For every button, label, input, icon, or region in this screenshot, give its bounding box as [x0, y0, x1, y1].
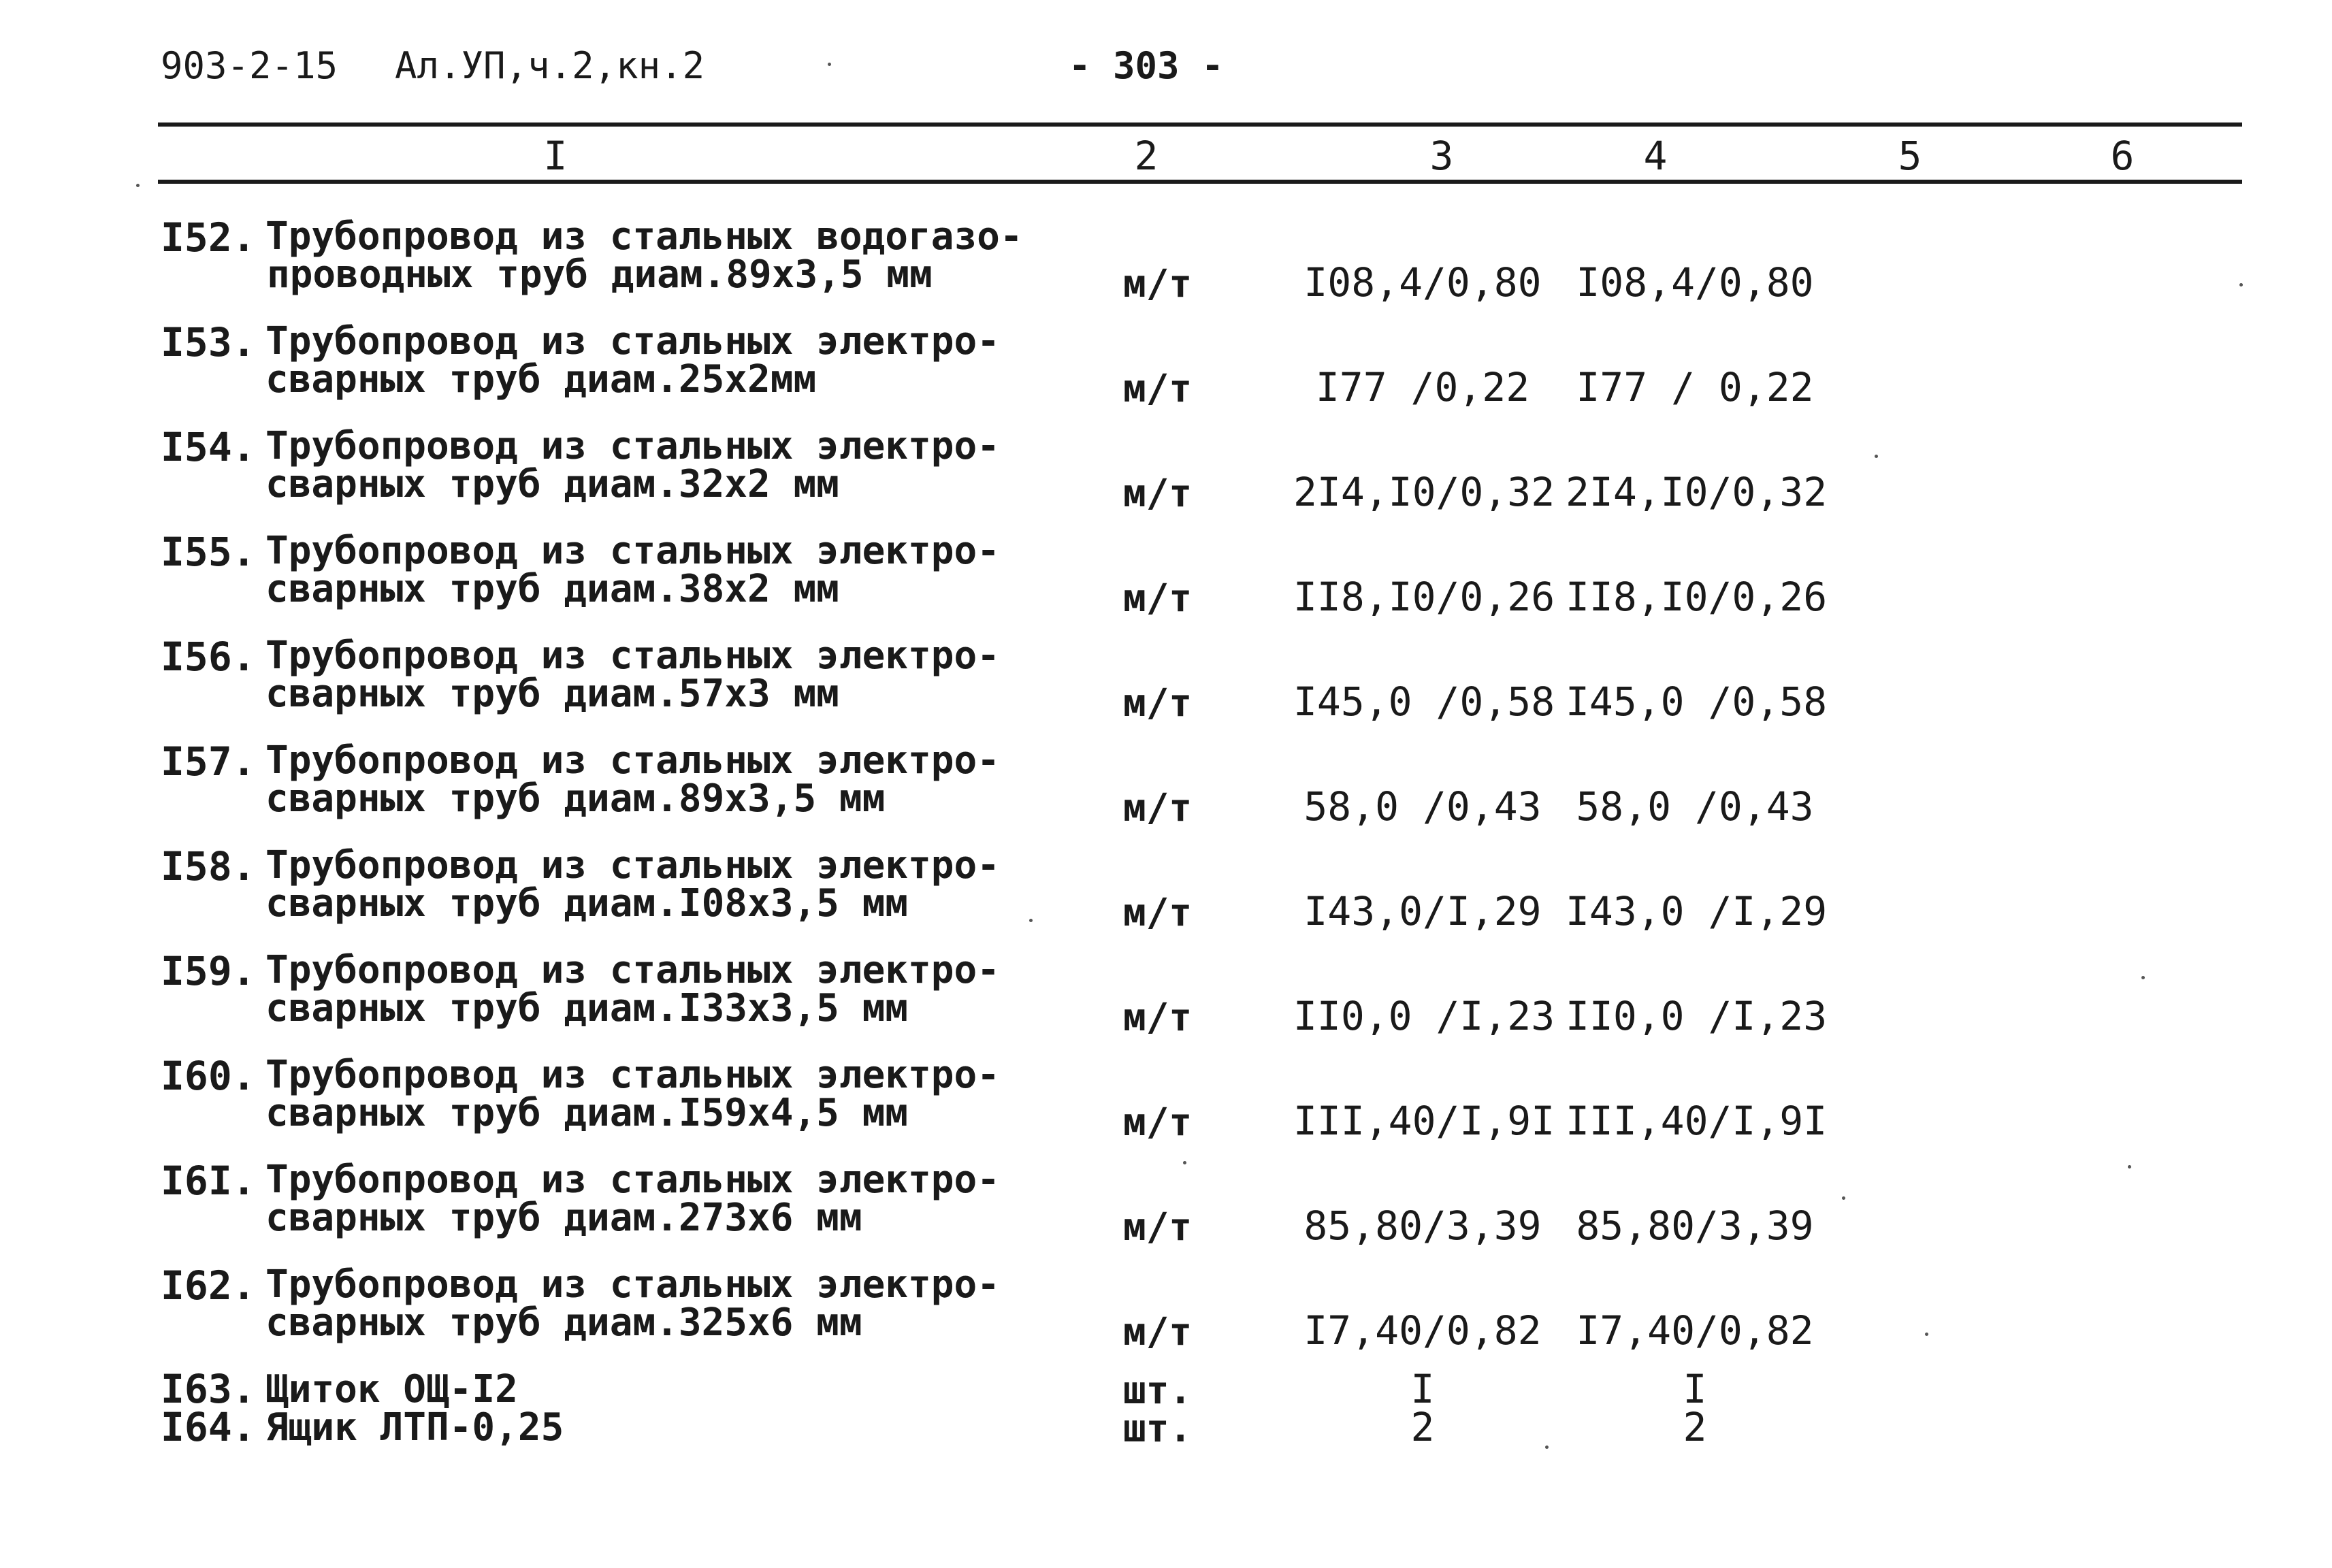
column-4-value: I	[1683, 1366, 1707, 1412]
column-4-value: 85,80/3,39	[1576, 1203, 1814, 1249]
column-4-value: 2I4,I0/0,32	[1566, 469, 1828, 515]
table-row	[0, 214, 2332, 320]
column-4-value: II0,0 /I,23	[1566, 993, 1828, 1039]
item-number: I58.	[161, 843, 256, 889]
item-number: I6I.	[161, 1158, 256, 1204]
description-line-2: сварных труб диам.273х6 мм	[265, 1196, 862, 1240]
document-code: 903-2-15	[161, 44, 338, 87]
description-line-1: Трубопровод из стальных электро-	[265, 319, 1000, 363]
table-row	[0, 738, 2332, 844]
scan-speck	[2128, 1165, 2131, 1169]
description-line-2: сварных труб диам.32х2 мм	[265, 462, 839, 506]
item-number: I52.	[161, 214, 256, 261]
description-line-2: сварных труб диам.I59х4,5 мм	[265, 1091, 909, 1135]
header-bottom-rule	[158, 180, 2242, 184]
item-number: I55.	[161, 529, 256, 575]
description-line-1: Трубопровод из стальных водогазо-	[265, 214, 1023, 259]
column-3-value: 2I4,I0/0,32	[1293, 469, 1555, 515]
item-number: I57.	[161, 738, 256, 785]
column-3-value: III,40/I,9I	[1293, 1098, 1555, 1144]
unit-cell: м/т	[1123, 996, 1193, 1040]
column-4-value: 2	[1683, 1404, 1707, 1450]
table-row	[0, 1366, 2332, 1413]
column-header-2: 2	[1134, 133, 1159, 179]
item-number: I59.	[161, 948, 256, 994]
table-row	[0, 424, 2332, 529]
item-description	[265, 1262, 1110, 1345]
table-row	[0, 1404, 2332, 1451]
description-line-1: Трубопровод из стальных электро-	[265, 1262, 1000, 1307]
description-line-1: Трубопровод из стальных электро-	[265, 529, 1000, 573]
item-description: Щиток ОЩ-I2	[265, 1367, 518, 1411]
column-header-5: 5	[1898, 133, 1922, 179]
scan-speck	[1925, 1333, 1928, 1336]
column-3-value: I	[1410, 1366, 1435, 1412]
item-description	[265, 214, 1110, 297]
column-4-value: I43,0 /I,29	[1566, 888, 1828, 934]
description-line-2: сварных труб диам.38х2 мм	[265, 567, 839, 611]
scan-speck	[1875, 455, 1878, 458]
table-row	[0, 1262, 2332, 1368]
table-row	[0, 319, 2332, 425]
table-row	[0, 948, 2332, 1054]
item-description	[265, 319, 1110, 402]
description-line-1: Трубопровод из стальных электро-	[265, 1158, 1000, 1202]
column-header-1: I	[543, 133, 568, 179]
item-description	[265, 1053, 1110, 1135]
description-line-1: Трубопровод из стальных электро-	[265, 634, 1000, 678]
scan-speck	[136, 184, 140, 187]
item-number: I56.	[161, 634, 256, 680]
item-description	[265, 424, 1110, 506]
description-line-1: Трубопровод из стальных электро-	[265, 948, 1000, 992]
unit-cell: м/т	[1123, 1100, 1193, 1145]
column-header-4: 4	[1643, 133, 1668, 179]
description-line-2: сварных труб диам.I08х3,5 мм	[265, 881, 909, 926]
table-row	[0, 1053, 2332, 1158]
description-line-2: сварных труб диам.I33х3,5 мм	[265, 986, 909, 1030]
scan-speck	[1183, 1161, 1186, 1164]
column-3-value: I08,4/0,80	[1303, 259, 1542, 306]
album-reference: Ал.УП,ч.2,кн.2	[395, 44, 705, 87]
item-description	[265, 948, 1110, 1030]
scan-speck	[2141, 976, 2145, 979]
unit-cell: шт.	[1123, 1369, 1193, 1413]
column-4-value: II8,I0/0,26	[1566, 574, 1828, 620]
description-line-2: сварных труб диам.325х6 мм	[265, 1301, 862, 1345]
unit-cell: м/т	[1123, 786, 1193, 830]
column-header-6: 6	[2110, 133, 2135, 179]
item-number: I54.	[161, 424, 256, 470]
table-row	[0, 843, 2332, 949]
column-4-value: I45,0 /0,58	[1566, 679, 1828, 725]
item-description	[265, 843, 1110, 926]
description-line-1: Трубопровод из стальных электро-	[265, 843, 1000, 887]
unit-cell: м/т	[1123, 472, 1193, 516]
item-number: I63.	[161, 1366, 256, 1412]
unit-cell: шт.	[1123, 1407, 1193, 1451]
description-line-1: Трубопровод из стальных электро-	[265, 1053, 1000, 1097]
item-description	[265, 1158, 1110, 1240]
description-line-2: сварных труб диам.25х2мм	[265, 357, 817, 402]
item-number: I62.	[161, 1262, 256, 1309]
column-3-value: I7,40/0,82	[1303, 1307, 1542, 1354]
item-number: I64.	[161, 1404, 256, 1450]
description-line-2: сварных труб диам.57х3 мм	[265, 672, 839, 716]
unit-cell: м/т	[1123, 262, 1193, 306]
description-line-1: Трубопровод из стальных электро-	[265, 738, 1000, 783]
scan-speck	[1545, 1446, 1549, 1449]
item-description	[265, 738, 1110, 821]
description-line-2: сварных труб диам.89х3,5 мм	[265, 777, 886, 821]
column-4-value: I77 / 0,22	[1576, 364, 1814, 410]
table-row	[0, 634, 2332, 739]
column-3-value: II0,0 /I,23	[1293, 993, 1555, 1039]
item-number: I60.	[161, 1053, 256, 1099]
column-4-value: I7,40/0,82	[1576, 1307, 1814, 1354]
table-row	[0, 1158, 2332, 1263]
scan-speck	[828, 63, 831, 66]
table-row	[0, 529, 2332, 634]
column-3-value: II8,I0/0,26	[1293, 574, 1555, 620]
column-3-value: I45,0 /0,58	[1293, 679, 1555, 725]
unit-cell: м/т	[1123, 576, 1193, 621]
column-3-value: I43,0/I,29	[1303, 888, 1542, 934]
column-header-3: 3	[1429, 133, 1454, 179]
description-line-2: проводных труб диам.89х3,5 мм	[267, 252, 933, 297]
column-3-value: I77 /0,22	[1315, 364, 1530, 410]
item-description	[265, 529, 1110, 611]
item-description: Ящик ЛТП-0,25	[265, 1405, 564, 1450]
unit-cell: м/т	[1123, 367, 1193, 411]
scan-speck	[1842, 1196, 1845, 1200]
scan-speck	[1029, 919, 1033, 922]
unit-cell: м/т	[1123, 1205, 1193, 1250]
column-3-value: 85,80/3,39	[1303, 1203, 1542, 1249]
column-4-value: I08,4/0,80	[1576, 259, 1814, 306]
column-4-value: 58,0 /0,43	[1576, 783, 1814, 830]
unit-cell: м/т	[1123, 681, 1193, 725]
scan-speck	[2239, 283, 2243, 287]
column-3-value: 58,0 /0,43	[1303, 783, 1542, 830]
item-description	[265, 634, 1110, 716]
column-3-value: 2	[1410, 1404, 1435, 1450]
page-number: - 303 -	[1069, 44, 1224, 87]
header-top-rule	[158, 122, 2242, 127]
unit-cell: м/т	[1123, 1310, 1193, 1354]
item-number: I53.	[161, 319, 256, 365]
description-line-1: Трубопровод из стальных электро-	[265, 424, 1000, 468]
column-4-value: III,40/I,9I	[1566, 1098, 1828, 1144]
unit-cell: м/т	[1123, 891, 1193, 935]
